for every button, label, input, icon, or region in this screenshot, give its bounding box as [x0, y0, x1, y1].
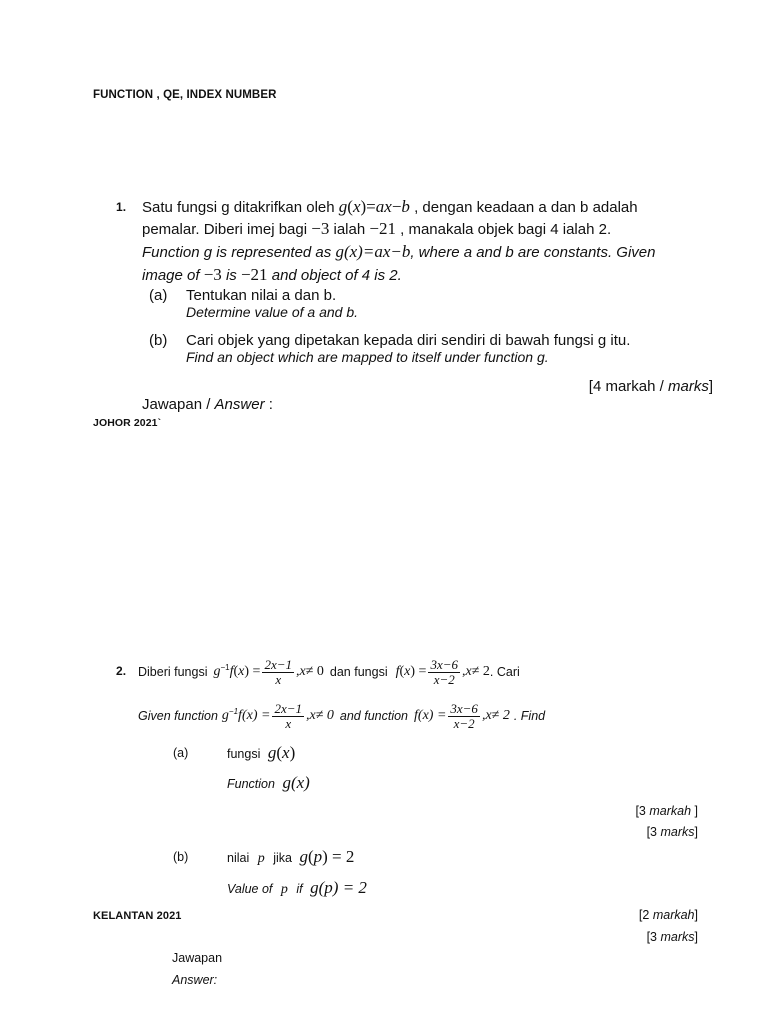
question-2-source: KELANTAN 2021 [93, 910, 182, 922]
question-1-line-3: Function g is represented as g(x)=ax−b, where a and b are constants. Given [142, 242, 656, 261]
question-1-source: JOHOR 2021` [93, 417, 162, 429]
question-1b-malay: Cari objek yang dipetakan kepada diri sendiri di bawah fungsi g itu. [186, 332, 631, 349]
question-1-answer-label: Jawapan / Answer : [142, 396, 273, 413]
question-1-line-4: image of −3 is −21 and object of 4 is 2. [142, 265, 402, 284]
question-2b-malay: nilai p jika g(p) = 2 [227, 847, 355, 866]
question-1b-label: (b) [149, 332, 168, 349]
question-2a-english: Function g(x) [227, 773, 310, 792]
question-2b-marks-malay: [2 markah] [638, 908, 698, 922]
question-2-answer-malay: Jawapan [172, 951, 223, 965]
question-1a-malay: Tentukan nilai a dan b. [186, 287, 337, 304]
question-1-number: 1. [116, 200, 127, 214]
question-2a-malay: fungsi g(x) [227, 743, 296, 762]
question-1a-label: (a) [149, 287, 168, 304]
question-2-intro-english: Given function $g^{-1}f(x)$ = $\frac{2x-1}{x}$ , x ≠ 0 and function f(x) = $\frac{3x-6}{x-2}$ , x ≠ 2 . Find [138, 700, 546, 731]
question-2a-marks-english: [3 marks] [646, 825, 698, 839]
document-title: FUNCTION , QE, INDEX NUMBER [93, 89, 277, 101]
question-1-line-1: Satu fungsi g ditakrifkan oleh g(x)=ax−b , dengan keadaan a dan b adalah [142, 197, 638, 216]
question-1a-english: Determine value of a and b. [186, 304, 358, 320]
question-2a-marks-malay: [3 markah ] [635, 804, 698, 818]
question-2-answer-english: Answer: [172, 973, 218, 987]
question-1-marks: [4 markah / marks] [588, 378, 713, 395]
question-2b-label: (b) [173, 850, 189, 864]
question-1b-english: Find an object which are mapped to itself under function g. [186, 349, 549, 365]
question-2-intro-malay: Diberi fungsi $g^{-1}f(x)$ = $\frac{2x-1}{x}$ , x ≠ 0 dan fungsi f(x) = $\frac{3x-6}{x-2}$ , x ≠ 2 . Cari [138, 656, 520, 687]
question-1-line-2: pemalar. Diberi imej bagi −3 ialah −21 , manakala objek bagi 4 ialah 2. [142, 219, 612, 238]
question-2b-marks-english: [3 marks] [646, 930, 698, 944]
question-2a-label: (a) [173, 746, 189, 760]
question-2b-english: Value of p if g(p) = 2 [227, 878, 367, 897]
question-2-number: 2. [116, 664, 127, 678]
